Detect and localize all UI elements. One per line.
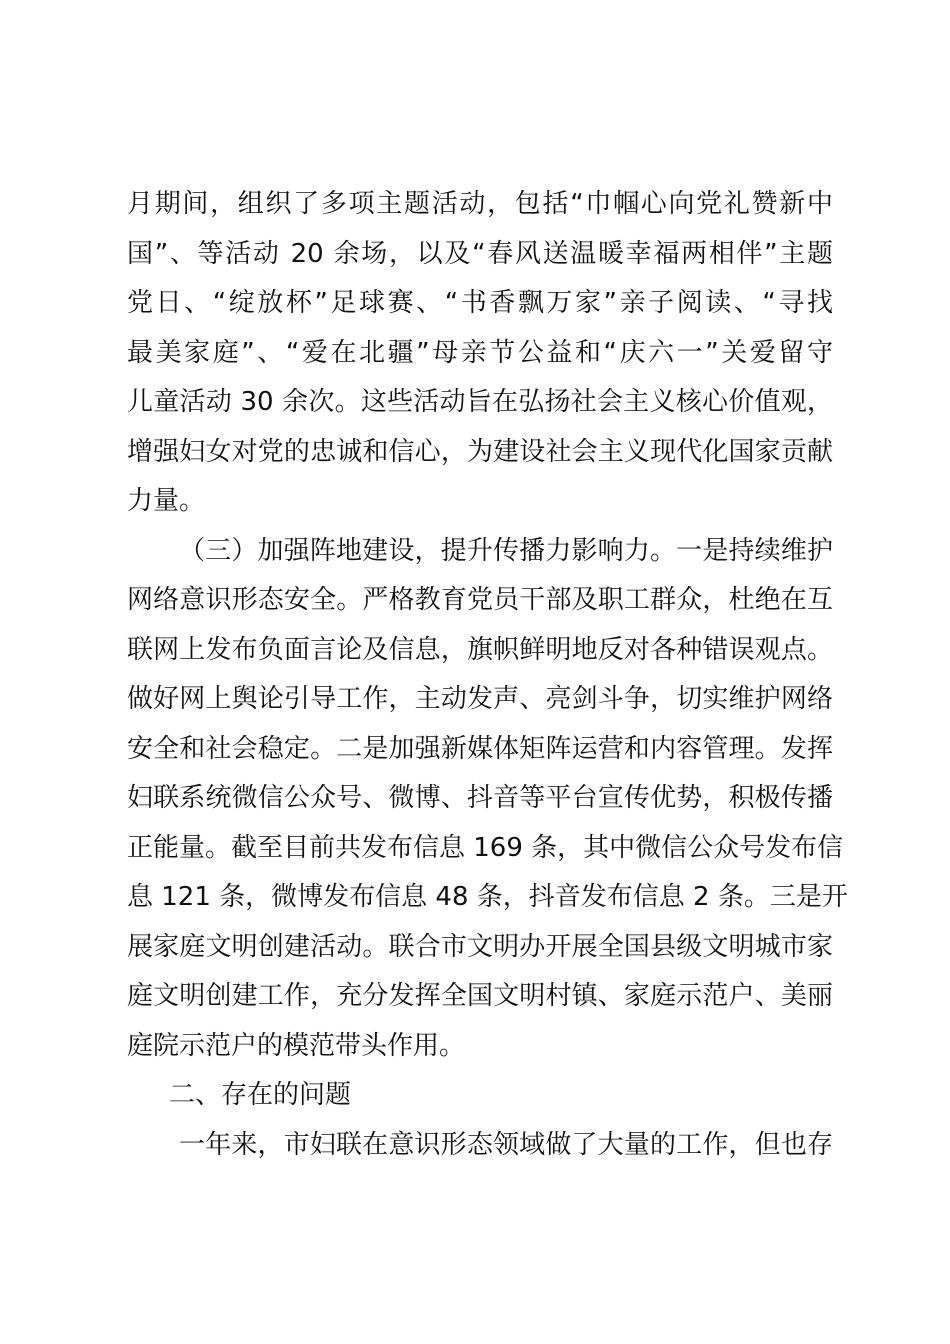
text-line: 党日、“绽放杯”足球赛、“书香飘万家”亲子阅读、“寻找 [127, 288, 833, 318]
text-line: 联网上发布负面言论及信息，旗帜鲜明地反对各种错误观点。 [127, 634, 833, 665]
text-line: 做好网上舆论引导工作，主动发声、亮剑斗争，切实维护网络 [127, 684, 833, 714]
paragraph-start-line: 一年来，市妇联在意识形态领域做了大量的工作，但也存 [179, 1129, 833, 1160]
text-line: 力量。 [127, 486, 206, 516]
text-line: 妇联系统微信公众号、微博、抖音等平台宣传优势，积极传播 [127, 783, 833, 813]
text-line: 息 121 条，微博发布信息 48 条，抖音发布信息 2 条。三是开 [127, 882, 848, 912]
text-line: 网络意识形态安全。严格教育党员干部及职工群众，杜绝在互 [127, 585, 833, 615]
paragraph-start-line: （三）加强阵地建设，提升传播力影响力。一是持续维护 [179, 535, 833, 566]
text-line: 增强妇女对党的忠诚和信心，为建设社会主义现代化国家贡献 [127, 436, 833, 467]
text-line: 儿童活动 30 余次。这些活动旨在弘扬社会主义核心价值观， [127, 387, 833, 417]
text-line: 展家庭文明创建活动。联合市文明办开展全国县级文明城市家 [127, 931, 833, 962]
text-line: 国”、等活动 20 余场，以及“春风送温暖幸福两相伴”主题 [127, 238, 833, 269]
document-body [127, 180, 848, 1170]
text-line: 最美家庭”、“爱在北疆”母亲节公益和“庆六一”关爱留守 [127, 337, 833, 368]
text-line: 正能量。截至目前共发布信息 169 条，其中微信公众号发布信 [127, 832, 844, 863]
text-line: 庭文明创建工作，充分发挥全国文明村镇、家庭示范户、美丽 [127, 981, 833, 1011]
text-line: 安全和社会稳定。二是加强新媒体矩阵运营和内容管理。发挥 [127, 733, 833, 764]
text-line: 月期间，组织了多项主题活动，包括“巾帼心向党礼赞新中 [127, 189, 833, 219]
section-heading: 二、存在的问题 [169, 1080, 352, 1110]
text-line: 庭院示范户的模范带头作用。 [127, 1030, 466, 1061]
